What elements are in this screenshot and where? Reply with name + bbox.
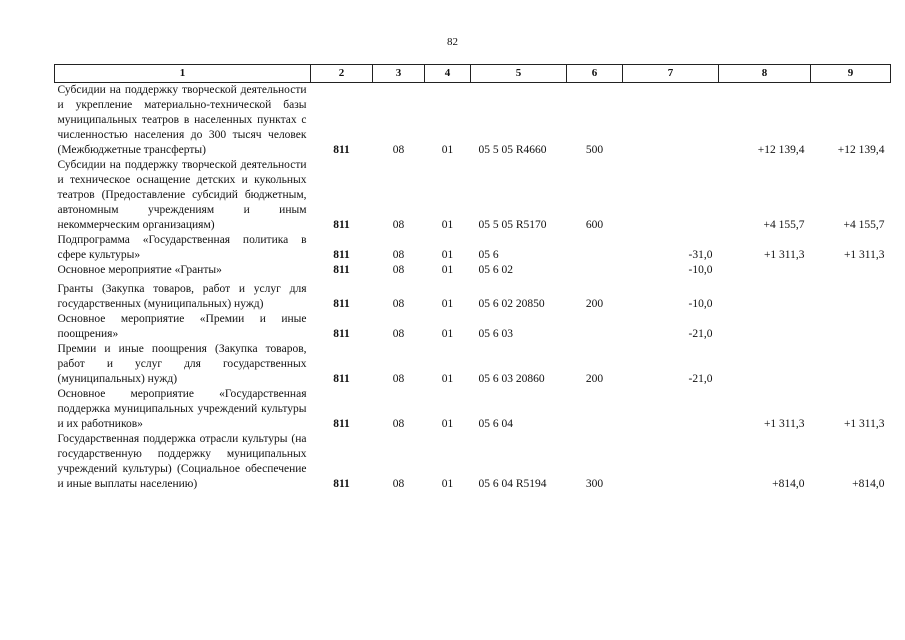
amount-col-8: +1 311,3 [763,418,805,430]
subsection-code: 01 [441,249,454,261]
department-code: 811 [333,373,350,385]
expense-type-code: 600 [585,219,604,231]
amount-col-8: +814,0 [772,478,805,490]
target-article-code: 05 6 02 [478,264,513,276]
subsection-code: 01 [441,219,454,231]
amount-col-9 [811,282,891,312]
row-name: Гранты (Закупка товаров, работ и услуг для государственных (муниципальных) нужд) [57,283,307,310]
amount-col-7: -21,0 [688,328,713,340]
section-code: 08 [392,219,405,231]
department-code: 811 [333,249,350,261]
amount-col-7: -21,0 [688,373,713,385]
row-name: Основное мероприятие «Премии и иные поощрения» [57,313,307,340]
target-article-code: 05 6 02 20850 [478,298,545,310]
header-row [55,65,891,83]
department-code: 811 [333,144,350,156]
subsection-code: 01 [441,144,454,156]
budget-table [54,64,891,492]
page-number: 82 [447,36,458,48]
amount-col-9: +1 311,3 [843,418,885,430]
table-row [55,158,891,233]
department-code: 811 [333,264,350,276]
amount-col-9 [811,312,891,342]
amount-col-9: +1 311,3 [843,249,885,261]
table-row [55,432,891,492]
row-name: Государственная поддержка отрасли культуры (на государственную поддержку муниципальных учреждений культуры) (Социальное обеспечение и иные выплаты населению) [57,433,307,490]
amount-col-9: +12 139,4 [837,144,885,156]
expense-type-code: 500 [585,144,604,156]
department-code: 811 [333,328,350,340]
table-row [55,387,891,432]
table-row [55,233,891,263]
department-code: 811 [333,478,350,490]
section-code: 08 [392,249,405,261]
amount-col-9: +814,0 [852,478,885,490]
amount-col-7: -31,0 [688,249,713,261]
section-code: 08 [392,418,405,430]
amount-col-8: +1 311,3 [763,249,805,261]
expense-type-code: 200 [585,373,604,385]
target-article-code: 05 6 03 20860 [478,373,545,385]
table-row [55,83,891,159]
column-header: 9 [811,65,891,83]
department-code: 811 [333,298,350,310]
column-header: 2 [311,65,373,83]
column-header: 1 [55,65,311,83]
section-code: 08 [392,328,405,340]
column-header: 8 [719,65,811,83]
department-code: 811 [333,418,350,430]
subsection-code: 01 [441,418,454,430]
amount-col-7: -10,0 [688,298,713,310]
column-header: 7 [623,65,719,83]
amount-col-7 [623,83,719,159]
amount-col-7 [623,432,719,492]
row-name: Субсидии на поддержку творческой деятельности и техническое оснащение детских и кукольных театров (Предоставление субсидий бюджетным, автономным учреждениям и иным некоммерческим организациям) [57,159,307,231]
department-code: 811 [333,219,350,231]
target-article-code: 05 5 05 R5170 [478,219,547,231]
expense-type-code [567,312,623,342]
amount-col-8 [719,263,811,278]
amount-col-9 [811,342,891,387]
section-code: 08 [392,264,405,276]
amount-col-8 [719,312,811,342]
section-code: 08 [392,373,405,385]
table-row [55,312,891,342]
amount-col-8: +12 139,4 [757,144,805,156]
subsection-code: 01 [441,264,454,276]
subsection-code: 01 [441,373,454,385]
subsection-code: 01 [441,478,454,490]
expense-type-code: 300 [585,478,604,490]
row-name: Основное мероприятие «Государственная поддержка муниципальных учреждений культуры и их работников» [57,388,307,430]
expense-type-code: 200 [585,298,604,310]
target-article-code: 05 5 05 R4660 [478,144,547,156]
row-name: Премии и иные поощрения (Закупка товаров, работ и услуг для государственных (муниципальных) нужд) [57,343,307,385]
column-header: 4 [425,65,471,83]
target-article-code: 05 6 [478,249,499,261]
amount-col-7: -10,0 [688,264,713,276]
column-header: 3 [373,65,425,83]
amount-col-9: +4 155,7 [843,219,885,231]
column-header: 5 [471,65,567,83]
section-code: 08 [392,478,405,490]
amount-col-9 [811,263,891,278]
target-article-code: 05 6 04 R5194 [478,478,547,490]
amount-col-7 [623,158,719,233]
expense-type-code [567,263,623,278]
amount-col-8 [719,342,811,387]
target-article-code: 05 6 03 [478,328,513,340]
row-name: Субсидии на поддержку творческой деятельности и укрепление материально-технической базы муниципальных театров в населенных пунктах с численностью населения до 300 тысяч человек (Межбюджетные трансферты) [57,84,307,156]
table-row [55,263,891,278]
section-code: 08 [392,298,405,310]
column-header: 6 [567,65,623,83]
amount-col-7 [623,387,719,432]
subsection-code: 01 [441,328,454,340]
amount-col-8: +4 155,7 [763,219,805,231]
section-code: 08 [392,144,405,156]
subsection-code: 01 [441,298,454,310]
row-name: Основное мероприятие «Гранты» [57,264,222,276]
row-name: Подпрограмма «Государственная политика в сфере культуры» [57,234,307,261]
expense-type-code [567,387,623,432]
table-row [55,342,891,387]
target-article-code: 05 6 04 [478,418,513,430]
table-row [55,282,891,312]
amount-col-8 [719,282,811,312]
expense-type-code [567,233,623,263]
